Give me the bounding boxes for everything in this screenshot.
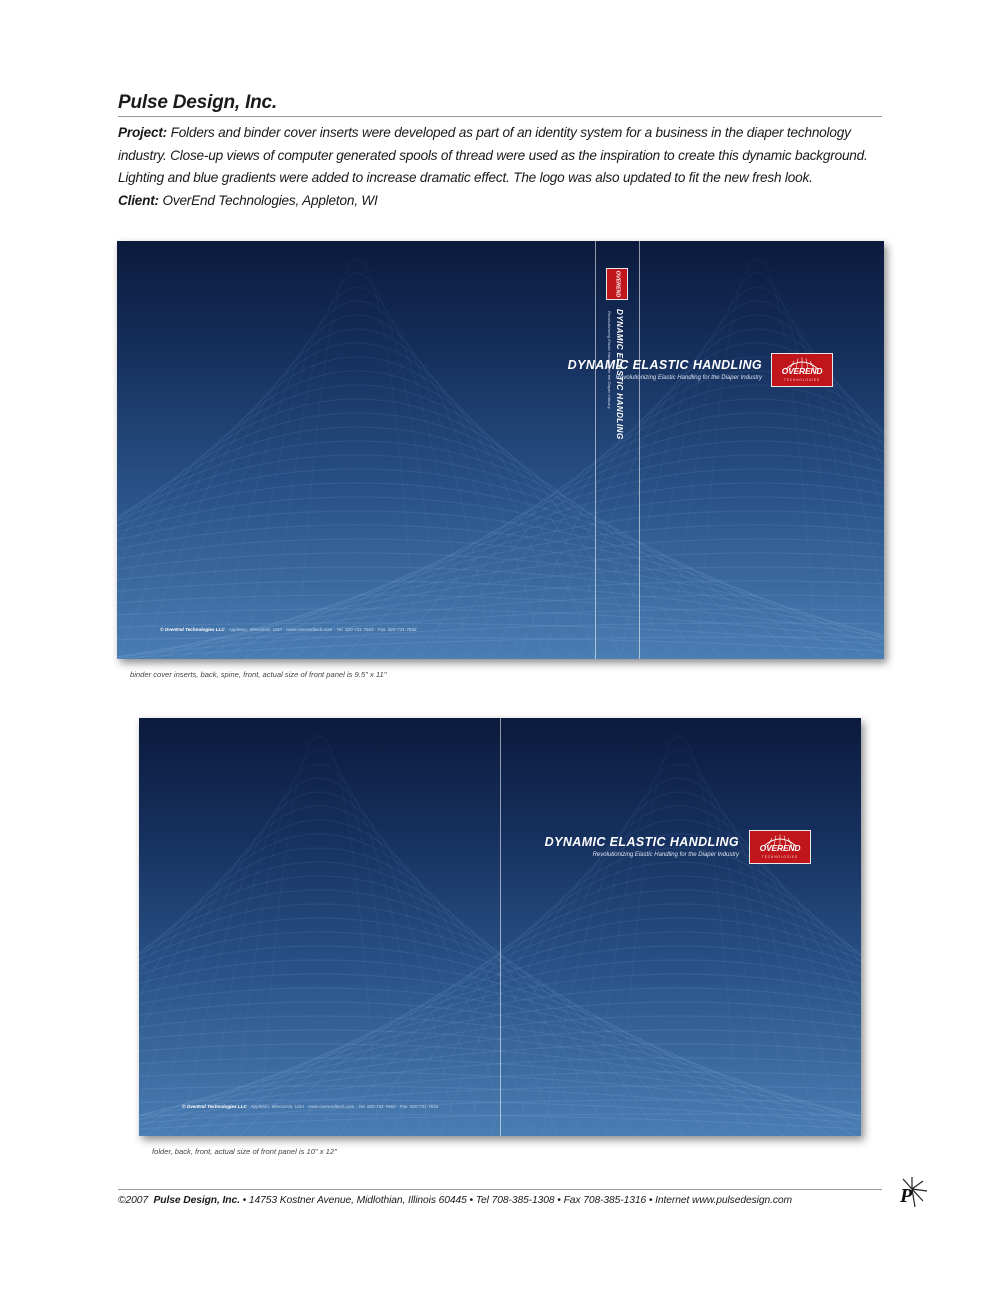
logo-name: OVEREND: [759, 843, 801, 853]
back-contact-line: [182, 1104, 438, 1109]
spine-fold-left: [595, 241, 596, 659]
project-label: Project:: [118, 125, 168, 140]
thread-arc: [411, 848, 861, 1136]
logo-tagline: TECHNOLOGIES: [783, 378, 821, 382]
thread-arc: [139, 848, 587, 1136]
header-rule: [118, 116, 882, 117]
footer-info: [118, 1195, 792, 1206]
front-subheadline: Revolutionizing Elastic Handling for the Diaper Industry: [615, 375, 762, 381]
binder-caption: binder cover inserts, back, spine, front, actual size of front panel is 9.5" x 11": [130, 670, 387, 679]
company-name: Pulse Design, Inc.: [118, 92, 278, 113]
footer-rule: [118, 1189, 882, 1190]
contact-details: · Appleton, Wisconsin, USA · www.overendtech.com · Tel. 920-731-7663 · Fax. 920-731-7653: [246, 1104, 439, 1109]
thread-arc: [593, 750, 765, 1136]
thread-arc: [619, 301, 884, 659]
binder-cover-mockup: [117, 241, 884, 659]
project-text: Folders and binder cover inserts were developed as part of an identity system for a business in the diaper technology industry. Close-up views of computer generated spools of thread were used as the inspiration to create this dynamic background. Lighting and blue gradients were added to increase dramatic effect. The logo was also updated to fit the new fresh look.: [118, 125, 868, 185]
front-subheadline: Revolutionizing Elastic Handling for the Diaper Industry: [592, 852, 739, 858]
thread-arc: [139, 834, 561, 1136]
folder-caption: folder, back, front, actual size of front panel is 10" x 12": [152, 1147, 337, 1156]
footer-company: Pulse Design, Inc.: [153, 1195, 240, 1206]
spine-logo-name: OVEREND: [614, 270, 621, 298]
overend-logo: [771, 353, 833, 387]
pulse-logo-icon: [895, 1175, 929, 1215]
thread-arc: [255, 497, 884, 659]
footer-copyright: ©2007: [118, 1195, 148, 1206]
contact-company: © OverEnd Technologies LLC: [182, 1104, 247, 1109]
contact-company: © OverEnd Technologies LLC: [160, 627, 225, 632]
logo-tagline: TECHNOLOGIES: [761, 855, 799, 859]
client-label: Client:: [118, 192, 159, 208]
thread-arc: [233, 750, 405, 1136]
spine-title: DYNAMIC ELASTIC HANDLING: [615, 309, 624, 440]
logo-name: OVEREND: [781, 366, 823, 376]
footer-details: • 14753 Kostner Avenue, Midlothian, Illinois 60445 • Tel 708-385-1308 • Fax 708-385-1316 • Internet www.pulsedesign.com: [239, 1195, 792, 1206]
spine-logo: [606, 268, 628, 300]
spine-subtitle: Revolutionizing Elastic Handling for the Diaper Industry: [607, 311, 612, 409]
spine-fold-right: [639, 241, 640, 659]
thread-spool-background: [117, 241, 884, 659]
overend-logo: [749, 830, 811, 864]
front-headline: DYNAMIC ELASTIC HANDLING: [544, 835, 739, 849]
thread-arc: [117, 385, 651, 659]
thread-arc: [117, 399, 677, 659]
client-text: OverEnd Technologies, Appleton, WI: [162, 192, 378, 208]
project-description: [118, 122, 898, 212]
folder-mockup: [139, 718, 861, 1136]
pulse-mark-letter: P: [900, 1185, 913, 1207]
front-headline: DYNAMIC ELASTIC HANDLING: [567, 358, 762, 372]
thread-arc: [697, 259, 817, 659]
thread-arc: [411, 413, 884, 659]
thread-arc: [117, 357, 599, 659]
contact-details: · Appleton, Wisconsin, USA · www.overendtech.com · Tel. 920-731-7663 · Fax. 920-731-7653: [224, 627, 417, 632]
thread-arc: [297, 259, 417, 659]
back-contact-line: [160, 627, 416, 632]
folder-fold: [500, 718, 501, 1136]
thread-arc: [155, 792, 483, 1136]
